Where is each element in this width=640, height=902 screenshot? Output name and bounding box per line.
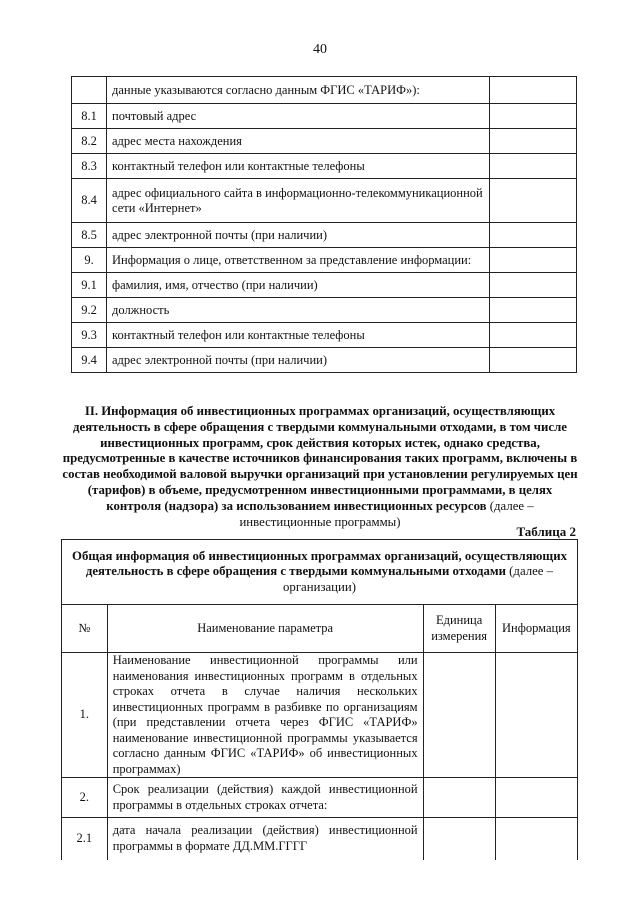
empty-cell [423, 653, 495, 778]
row-text: адрес электронной почты (при наличии) [107, 223, 490, 248]
empty-cell [490, 223, 577, 248]
row-number: 8.1 [72, 104, 107, 129]
row-number: 9.1 [72, 273, 107, 298]
table-row [72, 348, 577, 373]
row-number: 9.2 [72, 298, 107, 323]
row-text: адрес официального сайта в информационно-телекоммуникационной сети «Интернет» [107, 179, 490, 223]
row-text: фамилия, имя, отчество (при наличии) [107, 273, 490, 298]
table-row [62, 818, 578, 860]
page-number: 40 [313, 42, 327, 57]
table-caption: Таблица 2 [516, 524, 576, 539]
table-row [72, 323, 577, 348]
column-header-number: № [62, 605, 108, 653]
row-text: контактный телефон или контактные телефоны [107, 154, 490, 179]
table-title [62, 540, 578, 605]
empty-cell [490, 129, 577, 154]
row-text: данные указываются согласно данным ФГИС «ТАРИФ»): [107, 77, 490, 104]
row-number: 9. [72, 248, 107, 273]
empty-cell [490, 154, 577, 179]
table-row [72, 179, 577, 223]
row-number: 2. [62, 778, 108, 818]
empty-cell [423, 778, 495, 818]
empty-cell [490, 179, 577, 223]
section-heading-bold: II. Информация об инвестиционных программах организаций, осуществляющих деятельность в сфере обращения с твердыми коммунальными отходами, в том числе инвестиционных программ, срок действия которых истек, однако средства, предусмотренные в качестве источников финансирования таких программ, включены в состав необходимой валовой выручки организаций при установлении регулируемых цен (тарифов) в объеме, предусмотренном инвестиционными программами, в целях контроля (надзора) за использованием инвестиционных ресурсов [62, 404, 578, 513]
row-text: дата начала реализации (действия) инвестиционной программы в формате ДД.ММ.ГГГГ [107, 818, 423, 860]
table-row [72, 77, 577, 104]
row-text: Информация о лице, ответственном за представление информации: [107, 248, 490, 273]
row-number: 9.3 [72, 323, 107, 348]
empty-cell [423, 818, 495, 860]
row-number: 8.5 [72, 223, 107, 248]
empty-cell [495, 778, 577, 818]
section-heading-note: (далее – инвестиционные программы) [239, 498, 534, 529]
contact-info-table [71, 76, 577, 373]
row-number: 8.3 [72, 154, 107, 179]
section-heading [62, 404, 578, 530]
row-text: контактный телефон или контактные телефоны [107, 323, 490, 348]
empty-cell [490, 323, 577, 348]
row-number: 2.1 [62, 818, 108, 860]
row-number: 8.2 [72, 129, 107, 154]
row-text: адрес электронной почты (при наличии) [107, 348, 490, 373]
row-number: 1. [62, 653, 108, 778]
row-text: почтовый адрес [107, 104, 490, 129]
table-row [72, 273, 577, 298]
row-text: должность [107, 298, 490, 323]
table-row [62, 653, 578, 778]
investment-programs-table [61, 539, 578, 860]
row-number: 8.4 [72, 179, 107, 223]
table-row [62, 778, 578, 818]
table-row [72, 248, 577, 273]
column-header-row [62, 605, 578, 653]
empty-cell [490, 104, 577, 129]
empty-cell [495, 818, 577, 860]
table-row [72, 223, 577, 248]
empty-cell [490, 348, 577, 373]
table-title-note: (далее – организации) [283, 564, 554, 594]
table-row [72, 154, 577, 179]
empty-cell [490, 298, 577, 323]
table-row [72, 129, 577, 154]
row-number [72, 77, 107, 104]
column-header-information: Информация [495, 605, 577, 653]
table-title-row [62, 540, 578, 605]
row-number: 9.4 [72, 348, 107, 373]
table-row [72, 104, 577, 129]
row-text: адрес места нахождения [107, 129, 490, 154]
empty-cell [490, 273, 577, 298]
column-header-unit: Единица измерения [423, 605, 495, 653]
column-header-parameter: Наименование параметра [107, 605, 423, 653]
table-title-bold: Общая информация об инвестиционных программах организаций, осуществляющих деятельность в сфере обращения с твердыми коммунальными отходами [71, 548, 567, 579]
empty-cell [495, 653, 577, 778]
row-text: Срок реализации (действия) каждой инвестиционной программы в отдельных строках отчета: [107, 778, 423, 818]
row-text: Наименование инвестиционной программы или наименования инвестиционных программ в отдельных строках отчета в случае наличия нескольких инвестиционных программ в разбивке по организациям (при представлении отчета через ФГИС «ТАРИФ» наименование инвестиционной программы указывается согласно данным ФГИС «ТАРИФ» об инвестиционных программах) [107, 653, 423, 778]
empty-cell [490, 77, 577, 104]
table-row [72, 298, 577, 323]
empty-cell [490, 248, 577, 273]
